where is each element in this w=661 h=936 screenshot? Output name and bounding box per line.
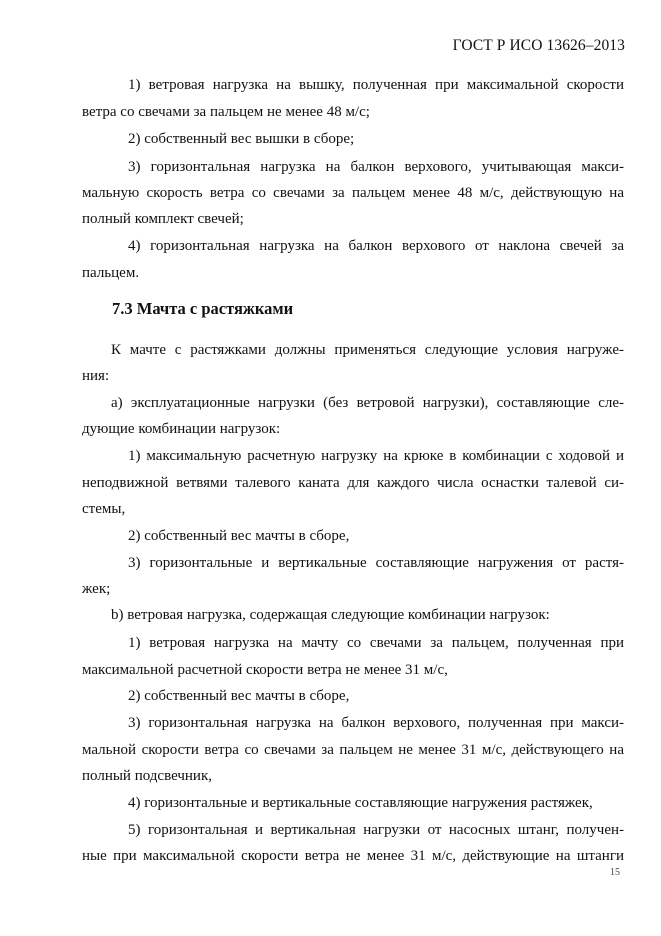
text-line: 3) горизонтальные и вертикальные составляющие нагружения от растя- (128, 555, 624, 571)
text-line: полный подсвечник, (82, 768, 212, 784)
text-line: неподвижной ветвями талевого каната для каждого числа оснастки талевой си- (82, 475, 624, 491)
document-header: ГОСТ Р ИСО 13626–2013 (452, 37, 625, 54)
text-line: 4) горизонтальные и вертикальные составляющие нагружения растяжек, (128, 795, 593, 811)
text-line: ные при максимальной скорости ветра не менее 31 м/с, действующие на штанги (82, 848, 624, 864)
text-line: 2) собственный вес мачты в сборе, (128, 528, 350, 544)
text-line: пальцем. (82, 265, 140, 281)
text-line: 1) ветровая нагрузка на мачту со свечами за пальцем, полученная при (128, 635, 624, 651)
text-line: полный комплект свечей; (82, 211, 244, 227)
text-line: ветра со свечами за пальцем не менее 48 м/с; (82, 104, 370, 120)
page-number: 15 (610, 867, 620, 878)
text-line: 3) горизонтальная нагрузка на балкон верхового, полученная при макси- (128, 715, 624, 731)
text-line: жек; (82, 581, 111, 597)
section-heading: 7.3 Мачта с растяжками (112, 299, 294, 318)
text-line: 2) собственный вес мачты в сборе, (128, 688, 350, 704)
text-line: 2) собственный вес вышки в сборе; (128, 131, 355, 147)
text-line: 4) горизонтальная нагрузка на балкон верхового от наклона свечей за (128, 238, 624, 254)
text-line: 3) горизонтальная нагрузка на балкон верхового, учитывающая макси- (128, 159, 624, 175)
text-line: ния: (82, 368, 110, 384)
text-line: b) ветровая нагрузка, содержащая следующие комбинации нагрузок: (111, 607, 550, 623)
text-line: мальной скорости ветра со свечами за пальцем не менее 31 м/с, действующего на (82, 742, 624, 758)
text-line: мальную скорость ветра со свечами за пальцем менее 48 м/с, действующую на (82, 185, 624, 201)
text-line: 5) горизонтальная и вертикальная нагрузки от насосных штанг, получен- (128, 822, 624, 838)
text-line: К мачте с растяжками должны применяться следующие условия нагруже- (111, 342, 624, 358)
text-line: максимальной расчетной скорости ветра не менее 31 м/с, (82, 662, 448, 678)
text-line: дующие комбинации нагрузок: (82, 421, 281, 437)
text-line: 1) ветровая нагрузка на вышку, полученная при максимальной скорости (128, 77, 624, 93)
text-line: 1) максимальную расчетную нагрузку на крюке в комбинации с ходовой и (128, 448, 624, 464)
text-line: а) эксплуатационные нагрузки (без ветровой нагрузки), составляющие сле- (111, 395, 624, 411)
text-line: стемы, (82, 501, 126, 517)
